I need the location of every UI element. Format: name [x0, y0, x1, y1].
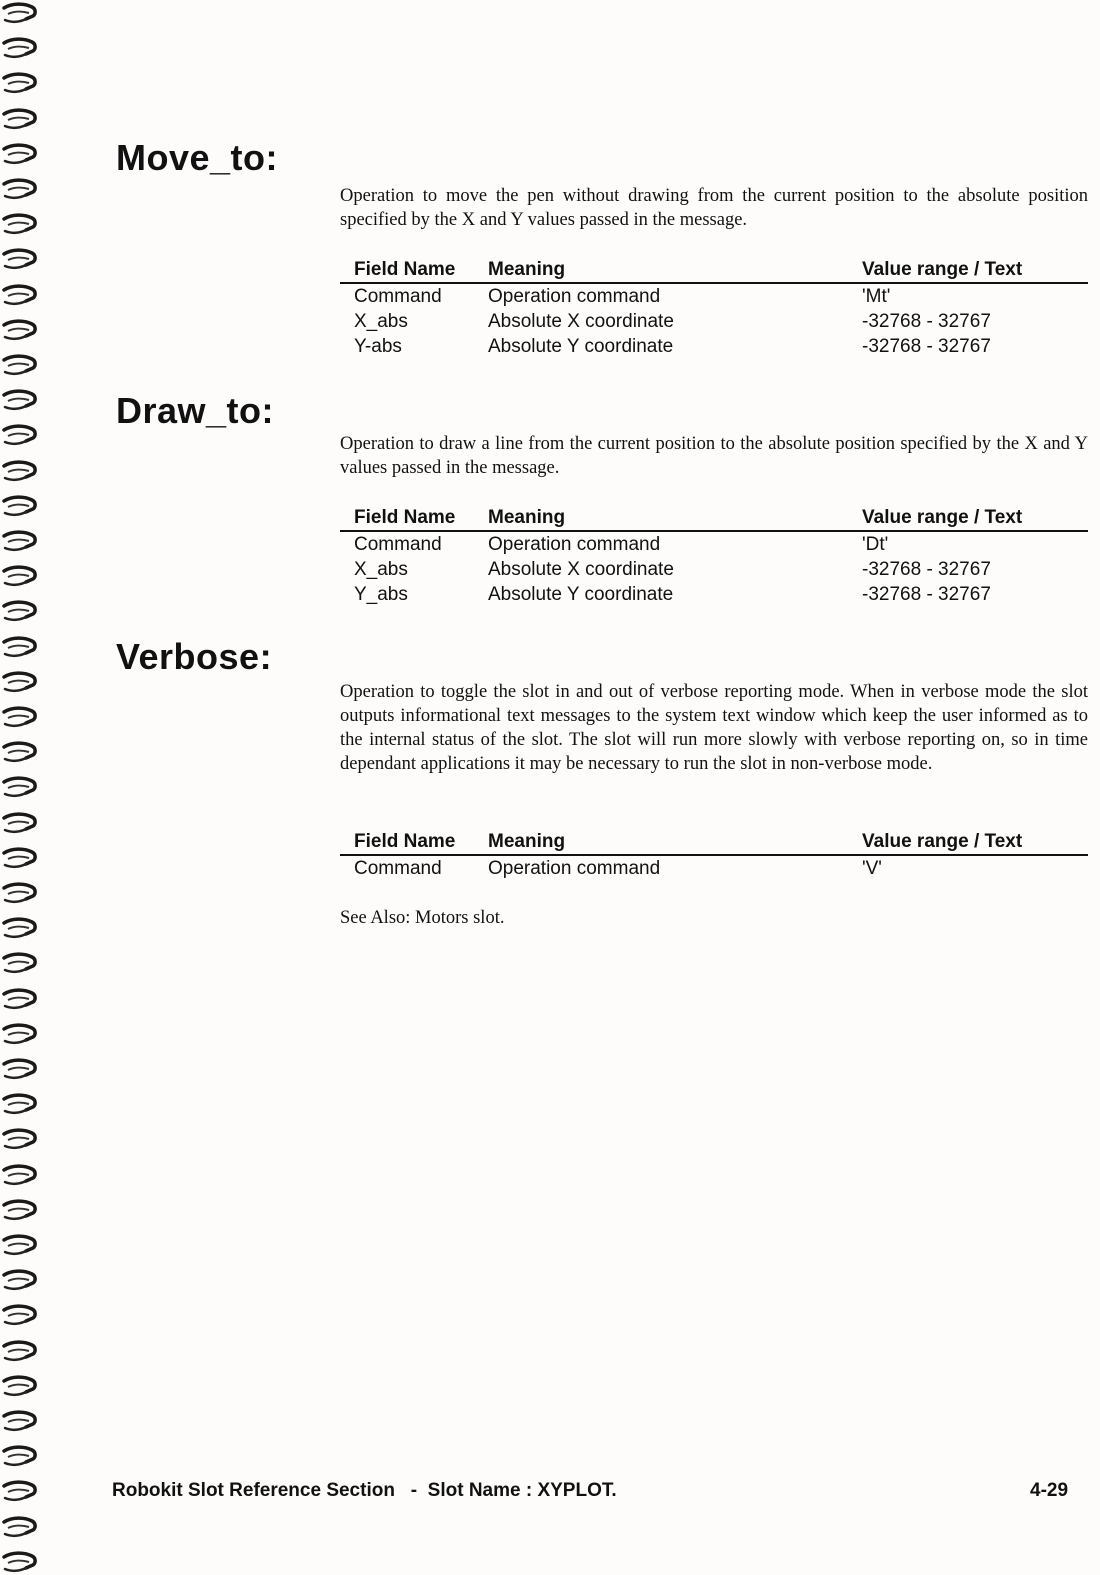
cell-meaning: Operation command	[488, 858, 661, 879]
spiral-ring-icon	[2, 1514, 38, 1540]
spiral-ring-icon	[2, 986, 38, 1012]
section-title-draw-to: Draw_to:	[116, 390, 275, 431]
cell-value: -32768 - 32767	[862, 336, 991, 357]
verbose-description: Operation to toggle the slot in and out of verbose reporting mode. When in verbose mode the slot outputs informational text messages to the system text window which keep the user informed as to the internal status of the slot. The slot will run more slowly with verbose reporting on, so in time dependant applications it may be necessary to run the slot in non-verbose mode.	[340, 682, 1088, 774]
spiral-ring-icon	[2, 950, 38, 976]
header-meaning: Meaning	[488, 506, 862, 531]
spiral-ring-icon	[2, 352, 38, 378]
spiral-ring-icon	[2, 1478, 38, 1504]
spiral-ring-icon	[2, 387, 38, 413]
footer-section-title: Robokit Slot Reference Section - Slot Name : XYPLOT.	[112, 1480, 617, 1501]
spiral-ring-icon	[2, 246, 38, 272]
cell-meaning: Absolute Y coordinate	[488, 336, 674, 357]
spiral-ring-icon	[2, 880, 38, 906]
spiral-ring-icon	[2, 669, 38, 695]
table-row	[340, 283, 1088, 309]
cell-field-name: Command	[354, 534, 442, 555]
cell-value: 'V'	[862, 858, 882, 879]
table-row	[340, 531, 1088, 557]
spiral-ring-icon	[2, 1232, 38, 1258]
spiral-ring-icon	[2, 563, 38, 589]
spiral-ring-icon	[2, 915, 38, 941]
spiral-ring-icon	[2, 106, 38, 132]
table-header-row	[340, 506, 1088, 531]
header-field-name: Field Name	[340, 506, 488, 531]
spiral-ring-icon	[2, 176, 38, 202]
header-field-name: Field Name	[340, 258, 488, 283]
move-to-description: Operation to move the pen without drawing from the current position to the absolute position specified by the X and Y values passed in the message.	[340, 186, 1088, 230]
cell-field-name: Command	[354, 858, 442, 879]
table-row	[340, 582, 1088, 607]
move-to-field-table	[340, 258, 1088, 359]
draw-to-description: Operation to draw a line from the current position to the absolute position specified by the X and Y values passed in the message.	[340, 434, 1088, 478]
spiral-ring-icon	[2, 1021, 38, 1047]
cell-field-name: Y_abs	[354, 584, 408, 605]
cell-meaning: Operation command	[488, 286, 661, 307]
spiral-ring-icon	[2, 317, 38, 343]
header-value-range: Value range / Text	[862, 258, 1088, 283]
cell-meaning: Absolute X coordinate	[488, 559, 674, 580]
table-row	[340, 309, 1088, 334]
spiral-ring-icon	[2, 704, 38, 730]
header-value-range: Value range / Text	[862, 830, 1088, 855]
spiral-binding	[0, 0, 48, 1575]
cell-field-name: X_abs	[354, 311, 408, 332]
spiral-ring-icon	[2, 282, 38, 308]
spiral-ring-icon	[2, 1162, 38, 1188]
spiral-ring-icon	[2, 493, 38, 519]
spiral-ring-icon	[2, 35, 38, 61]
table-row	[340, 557, 1088, 582]
header-meaning: Meaning	[488, 830, 862, 855]
cell-meaning: Absolute Y coordinate	[488, 584, 674, 605]
spiral-ring-icon	[2, 1408, 38, 1434]
spiral-ring-icon	[2, 598, 38, 624]
spiral-ring-icon	[2, 1126, 38, 1152]
table-row	[340, 855, 1088, 881]
verbose-field-table	[340, 830, 1088, 881]
table-header-row	[340, 258, 1088, 283]
table-header-row	[340, 830, 1088, 855]
table-row	[340, 334, 1088, 359]
spiral-ring-icon	[2, 0, 38, 26]
cell-value: 'Mt'	[862, 286, 891, 307]
see-also-note: See Also: Motors slot.	[340, 908, 505, 928]
header-value-range: Value range / Text	[862, 506, 1088, 531]
spiral-ring-icon	[2, 634, 38, 660]
cell-field-name: Command	[354, 286, 442, 307]
cell-value: -32768 - 32767	[862, 311, 991, 332]
spiral-ring-icon	[2, 1056, 38, 1082]
section-title-move-to: Move_to:	[116, 137, 279, 178]
spiral-ring-icon	[2, 1338, 38, 1364]
spiral-ring-icon	[2, 1302, 38, 1328]
cell-meaning: Absolute X coordinate	[488, 311, 674, 332]
spiral-ring-icon	[2, 1091, 38, 1117]
spiral-ring-icon	[2, 1549, 38, 1575]
spiral-ring-icon	[2, 1443, 38, 1469]
spiral-ring-icon	[2, 211, 38, 237]
spiral-ring-icon	[2, 1373, 38, 1399]
cell-field-name: X_abs	[354, 559, 408, 580]
spiral-ring-icon	[2, 1197, 38, 1223]
spiral-ring-icon	[2, 141, 38, 167]
cell-meaning: Operation command	[488, 534, 661, 555]
spiral-ring-icon	[2, 739, 38, 765]
cell-value: 'Dt'	[862, 534, 889, 555]
spiral-ring-icon	[2, 774, 38, 800]
section-title-verbose: Verbose:	[116, 636, 273, 677]
footer-page-number: 4-29	[1030, 1480, 1069, 1501]
header-meaning: Meaning	[488, 258, 862, 283]
spiral-ring-icon	[2, 422, 38, 448]
spiral-ring-icon	[2, 528, 38, 554]
draw-to-field-table	[340, 506, 1088, 607]
spiral-ring-icon	[2, 458, 38, 484]
cell-field-name: Y-abs	[354, 336, 402, 357]
spiral-ring-icon	[2, 1267, 38, 1293]
spiral-ring-icon	[2, 845, 38, 871]
cell-value: -32768 - 32767	[862, 559, 991, 580]
header-field-name: Field Name	[340, 830, 488, 855]
spiral-ring-icon	[2, 70, 38, 96]
cell-value: -32768 - 32767	[862, 584, 991, 605]
spiral-ring-icon	[2, 810, 38, 836]
